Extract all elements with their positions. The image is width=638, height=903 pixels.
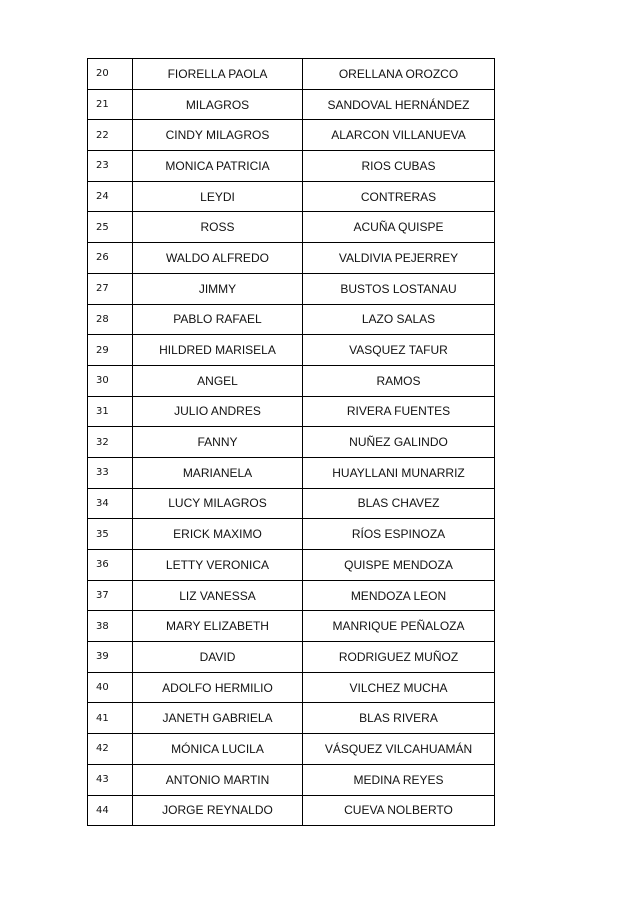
first-name-cell: LIZ VANESSA — [133, 580, 303, 611]
table-row — [88, 59, 495, 90]
first-name-cell: JANETH GABRIELA — [133, 703, 303, 734]
table-row — [88, 243, 495, 274]
last-name-cell: MENDOZA LEON — [303, 580, 495, 611]
table-row — [88, 611, 495, 642]
last-name-cell: VÁSQUEZ VILCAHUAMÁN — [303, 734, 495, 765]
table-row — [88, 365, 495, 396]
last-name-cell: CONTRERAS — [303, 181, 495, 212]
first-name-cell: ADOLFO HERMILIO — [133, 672, 303, 703]
table-row — [88, 120, 495, 151]
row-number: 38 — [88, 611, 133, 642]
first-name-cell: LETTY VERONICA — [133, 550, 303, 581]
first-name-cell: LEYDI — [133, 181, 303, 212]
last-name-cell: VALDIVIA PEJERREY — [303, 243, 495, 274]
last-name-cell: NUÑEZ GALINDO — [303, 427, 495, 458]
row-number: 32 — [88, 427, 133, 458]
row-number: 36 — [88, 550, 133, 581]
first-name-cell: JIMMY — [133, 273, 303, 304]
table-row — [88, 764, 495, 795]
row-number: 30 — [88, 365, 133, 396]
table-row — [88, 304, 495, 335]
first-name-cell: LUCY MILAGROS — [133, 488, 303, 519]
table-row — [88, 734, 495, 765]
first-name-cell: CINDY MILAGROS — [133, 120, 303, 151]
row-number: 31 — [88, 396, 133, 427]
table-row — [88, 703, 495, 734]
row-number: 24 — [88, 181, 133, 212]
row-number: 41 — [88, 703, 133, 734]
row-number: 35 — [88, 519, 133, 550]
last-name-cell: RIVERA FUENTES — [303, 396, 495, 427]
last-name-cell: CUEVA NOLBERTO — [303, 795, 495, 826]
first-name-cell: MILAGROS — [133, 89, 303, 120]
table-row — [88, 795, 495, 826]
first-name-cell: ROSS — [133, 212, 303, 243]
first-name-cell: FIORELLA PAOLA — [133, 59, 303, 90]
last-name-cell: VASQUEZ TAFUR — [303, 335, 495, 366]
last-name-cell: VILCHEZ MUCHA — [303, 672, 495, 703]
row-number: 37 — [88, 580, 133, 611]
names-table — [87, 58, 495, 826]
row-number: 42 — [88, 734, 133, 765]
first-name-cell: DAVID — [133, 642, 303, 673]
table-row — [88, 335, 495, 366]
first-name-cell: MÓNICA LUCILA — [133, 734, 303, 765]
row-number: 39 — [88, 642, 133, 673]
table-row — [88, 672, 495, 703]
last-name-cell: ALARCON VILLANUEVA — [303, 120, 495, 151]
row-number: 34 — [88, 488, 133, 519]
first-name-cell: ANTONIO MARTIN — [133, 764, 303, 795]
first-name-cell: WALDO ALFREDO — [133, 243, 303, 274]
row-number: 28 — [88, 304, 133, 335]
table-row — [88, 273, 495, 304]
row-number: 25 — [88, 212, 133, 243]
table-row — [88, 396, 495, 427]
table-row — [88, 457, 495, 488]
row-number: 43 — [88, 764, 133, 795]
last-name-cell: SANDOVAL HERNÁNDEZ — [303, 89, 495, 120]
last-name-cell: QUISPE MENDOZA — [303, 550, 495, 581]
last-name-cell: BLAS RIVERA — [303, 703, 495, 734]
first-name-cell: MONICA PATRICIA — [133, 151, 303, 182]
row-number: 26 — [88, 243, 133, 274]
row-number: 27 — [88, 273, 133, 304]
table-row — [88, 427, 495, 458]
row-number: 29 — [88, 335, 133, 366]
table-row — [88, 212, 495, 243]
last-name-cell: BLAS CHAVEZ — [303, 488, 495, 519]
first-name-cell: ERICK MAXIMO — [133, 519, 303, 550]
first-name-cell: JULIO ANDRES — [133, 396, 303, 427]
table-row — [88, 89, 495, 120]
first-name-cell: MARIANELA — [133, 457, 303, 488]
table-row — [88, 580, 495, 611]
first-name-cell: HILDRED MARISELA — [133, 335, 303, 366]
last-name-cell: MEDINA REYES — [303, 764, 495, 795]
last-name-cell: BUSTOS LOSTANAU — [303, 273, 495, 304]
first-name-cell: PABLO RAFAEL — [133, 304, 303, 335]
row-number: 22 — [88, 120, 133, 151]
last-name-cell: MANRIQUE PEÑALOZA — [303, 611, 495, 642]
row-number: 21 — [88, 89, 133, 120]
first-name-cell: MARY ELIZABETH — [133, 611, 303, 642]
first-name-cell: FANNY — [133, 427, 303, 458]
last-name-cell: RÍOS ESPINOZA — [303, 519, 495, 550]
first-name-cell: JORGE REYNALDO — [133, 795, 303, 826]
row-number: 20 — [88, 59, 133, 90]
last-name-cell: RODRIGUEZ MUÑOZ — [303, 642, 495, 673]
last-name-cell: RIOS CUBAS — [303, 151, 495, 182]
table-row — [88, 519, 495, 550]
last-name-cell: ORELLANA OROZCO — [303, 59, 495, 90]
table-row — [88, 151, 495, 182]
table-row — [88, 181, 495, 212]
last-name-cell: ACUÑA QUISPE — [303, 212, 495, 243]
table-row — [88, 488, 495, 519]
last-name-cell: LAZO SALAS — [303, 304, 495, 335]
row-number: 40 — [88, 672, 133, 703]
row-number: 33 — [88, 457, 133, 488]
table-row — [88, 642, 495, 673]
row-number: 23 — [88, 151, 133, 182]
first-name-cell: ANGEL — [133, 365, 303, 396]
last-name-cell: RAMOS — [303, 365, 495, 396]
row-number: 44 — [88, 795, 133, 826]
table-row — [88, 550, 495, 581]
last-name-cell: HUAYLLANI MUNARRIZ — [303, 457, 495, 488]
